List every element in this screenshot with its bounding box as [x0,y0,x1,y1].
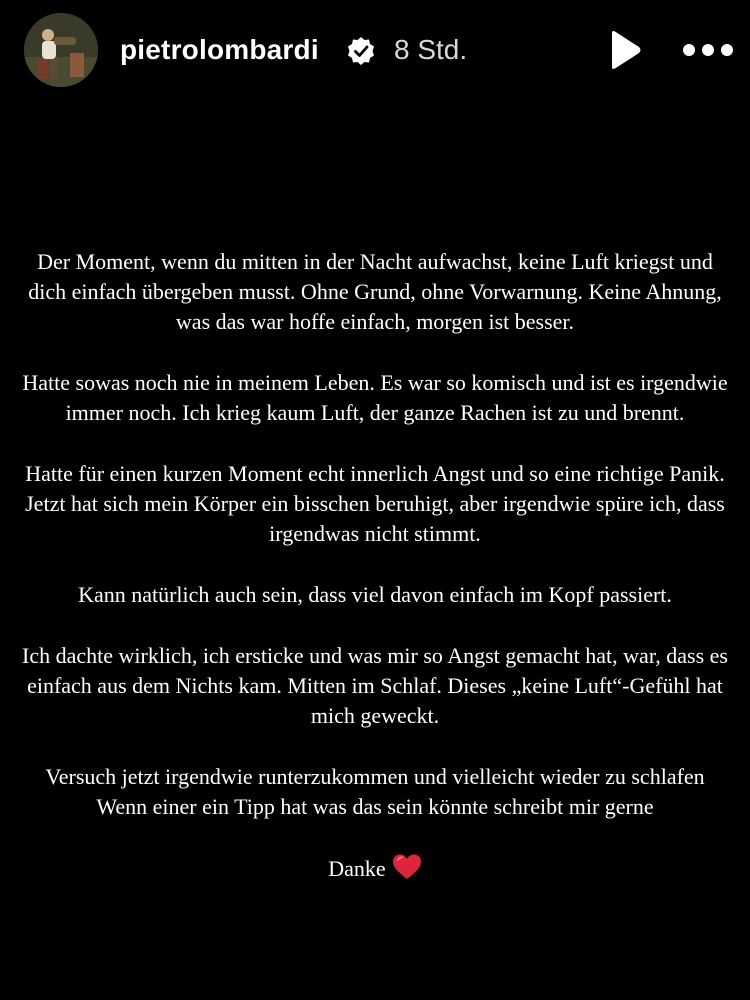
paragraph: Hatte für einen kurzen Moment echt innerlich Angst und so eine richtige Panik. Jetzt hat sich mein Körper ein bisschen beruhigt, aber irgendwie spüre ich, dass irgendwas nicht stimmt. [25,461,725,546]
more-options-button[interactable] [680,36,736,64]
verified-badge-icon [346,36,376,66]
paragraph: Kann natürlich auch sein, dass viel davon einfach im Kopf passiert. [78,582,672,607]
paragraph: Hatte sowas noch nie in meinem Leben. Es war so komisch und ist es irgendwie immer noch. Ich krieg kaum Luft, der ganze Rachen ist zu und brennt. [22,370,728,425]
avatar-photo-icon [24,13,98,87]
story-text [20,247,730,915]
paragraph: Versuch jetzt irgendwie runterzukommen und vielleicht wieder zu schlafen [45,764,705,789]
story-header [0,0,750,100]
post-timestamp: 8 Std. [394,34,468,65]
closing-text: Danke [328,856,386,881]
avatar[interactable] [24,13,98,87]
paragraph: Der Moment, wenn du mitten in der Nacht aufwachst, keine Luft kriegst und dich einfach übergeben musst. Ohne Grund, ohne Vorwarnung. Keine Ahnung, was das war hoffe einfach, morgen ist besser. [28,249,722,334]
red-heart-icon [392,853,422,881]
paragraph: Ich dachte wirklich, ich ersticke und was mir so Angst gemacht hat, war, dass es einfach aus dem Nichts kam. Mitten im Schlaf. Dieses „keine Luft“-Gefühl hat mich geweckt. [22,643,728,728]
paragraph: Wenn einer ein Tipp hat was das sein könnte schreibt mir gerne [96,794,654,819]
more-horizontal-icon [680,36,736,64]
closing-line [20,853,730,884]
username[interactable]: pietrolombardi [120,34,319,65]
play-button[interactable] [604,28,644,72]
play-icon [604,28,644,72]
